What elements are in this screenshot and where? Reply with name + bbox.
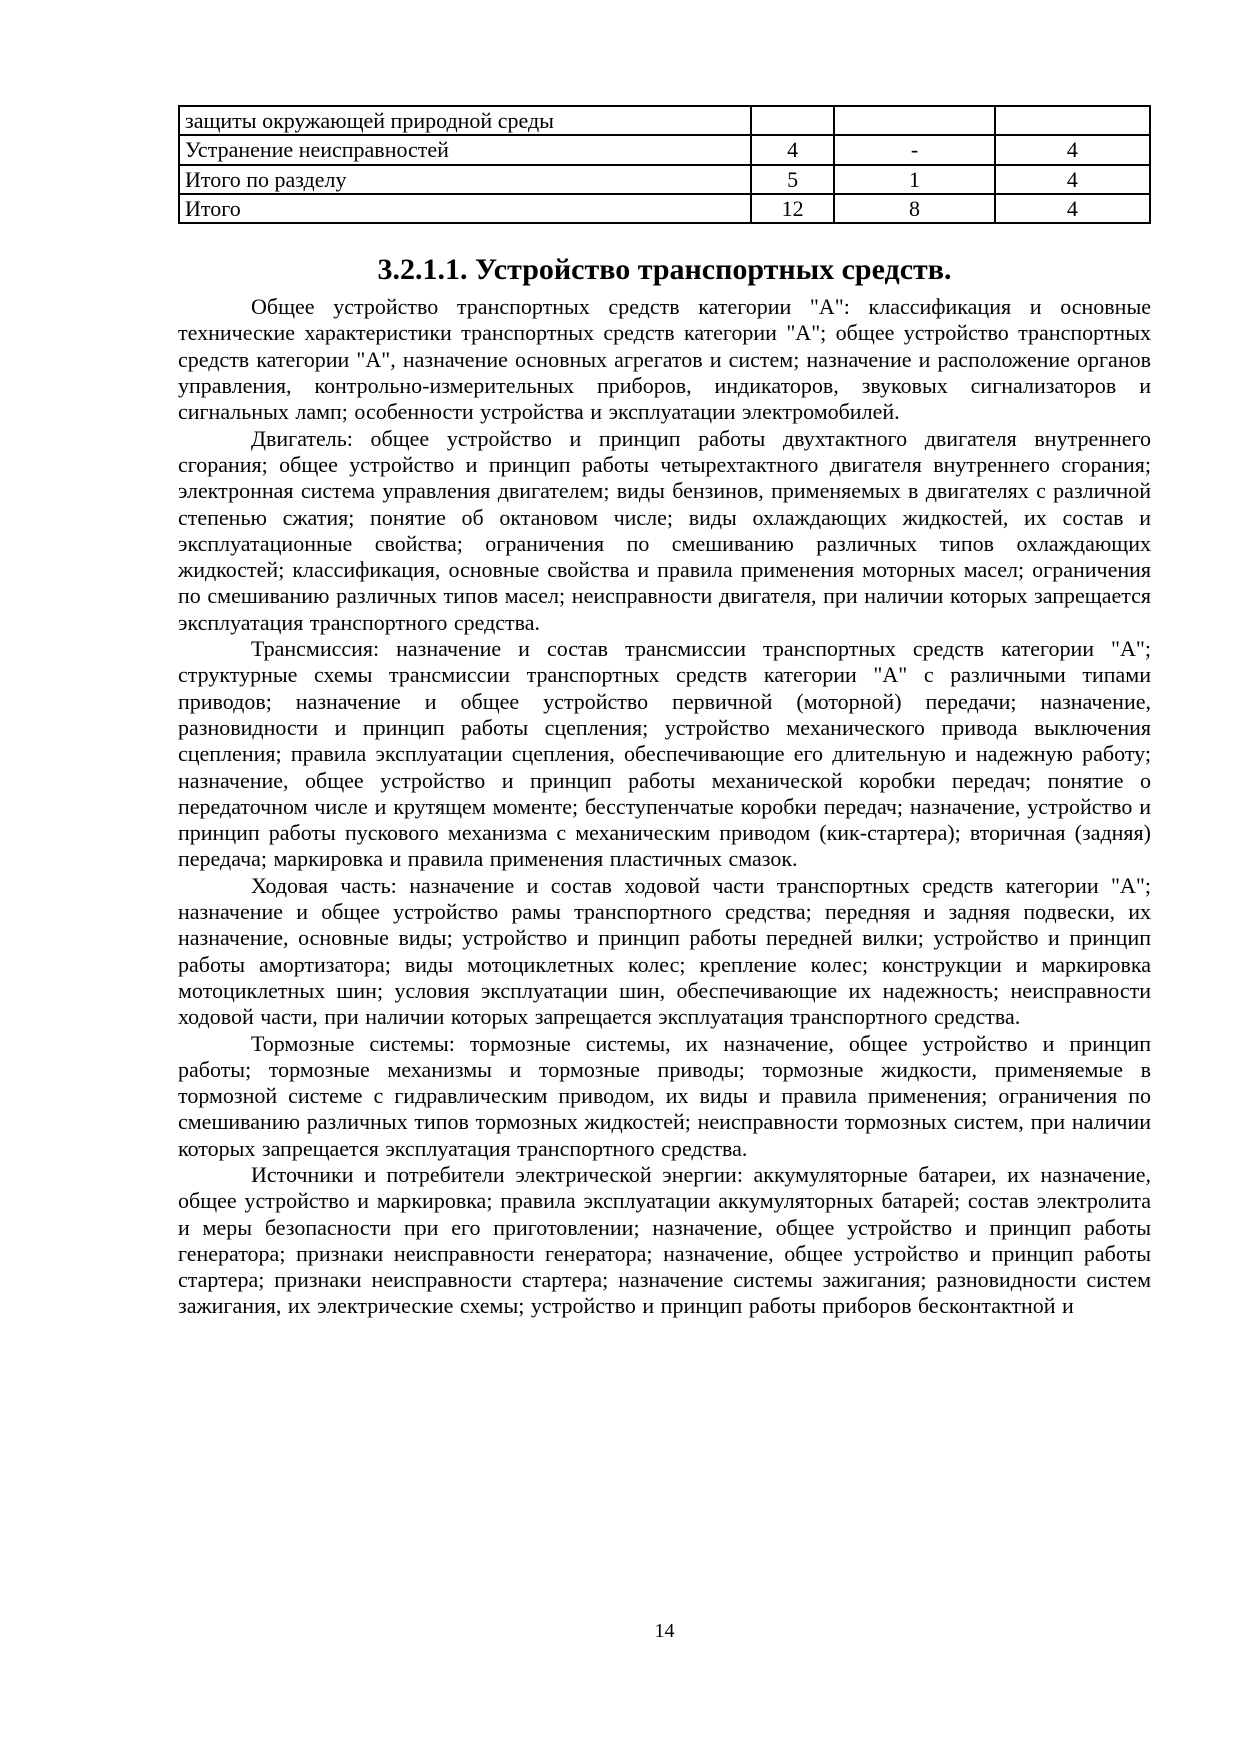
table-cell-total: 5 [751, 165, 835, 194]
paragraph-electrical: Источники и потребители электрической энергии: аккумуляторные батареи, их назначение, общее устройство и маркировка; правила эксплуатации аккумуляторных батарей; состав электролита и меры безопасности при его приготовлении; назначение, общее устройство и принцип работы генератора; признаки неисправности генератора; назначение, общее устройство и принцип работы стартера; признаки неисправности стартера; назначение системы зажигания; разновидности систем зажигания, их электрические схемы; устройство и принцип работы приборов бесконтактной и [178, 1161, 1151, 1319]
table-cell-total [751, 106, 835, 135]
paragraph-general-layout: Общее устройство транспортных средств категории "А": классификация и основные технические характеристики транспортных средств категории "А"; общее устройство транспортных средств категории "А", назначение основных агрегатов и систем; назначение и расположение органов управления, контрольно-измерительных приборов, индикаторов, звуковых сигнализаторов и сигнальных ламп; особенности устройства и эксплуатации электромобилей. [178, 294, 1151, 425]
table-cell-theory: - [834, 135, 994, 164]
hours-summary-table [178, 105, 1151, 224]
table-cell-total: 4 [751, 135, 835, 164]
table-row [179, 106, 1150, 135]
paragraph-engine: Двигатель: общее устройство и принцип работы двухтактного двигателя внутреннего сгорания; общее устройство и принцип работы четырехтактного двигателя внутреннего сгорания; электронная система управления двигателем; виды бензинов, применяемых в двигателях с различной степенью сжатия; понятие об октановом числе; виды охлаждающих жидкостей, их состав и эксплуатационные свойства; ограничения по смешиванию различных типов охлаждающих жидкостей; классификация, основные свойства и правила применения моторных масел; ограничения по смешиванию различных типов масел; неисправности двигателя, при наличии которых запрещается эксплуатация транспортного средства. [178, 425, 1151, 635]
table-row [179, 194, 1150, 223]
section-heading: 3.2.1.1. Устройство транспортных средств. [377, 253, 952, 287]
table-cell-practice: 4 [995, 165, 1150, 194]
table-cell-practice [995, 106, 1150, 135]
paragraph-transmission: Трансмиссия: назначение и состав трансмиссии транспортных средств категории "А"; структурные схемы трансмиссии транспортных средств категории "А" с различными типами приводов; назначение и общее устройство первичной (моторной) передачи; назначение, разновидности и принцип работы сцепления; устройство механического привода выключения сцепления; правила эксплуатации сцепления, обеспечивающие его длительную и надежную работу; назначение, общее устройство и принцип работы механической коробки передач; понятие о передаточном числе и крутящем моменте; бесступенчатые коробки передач; назначение, устройство и принцип работы пускового механизма с механическим приводом (кик-стартера); вторичная (задняя) передача; маркировка и правила применения пластичных смазок. [178, 636, 1151, 872]
section-body [178, 294, 1151, 1320]
table-cell-theory [834, 106, 994, 135]
table-cell-topic: Устранение неисправностей [179, 135, 751, 164]
table-row [179, 165, 1150, 194]
paragraph-brakes: Тормозные системы: тормозные системы, их назначение, общее устройство и принцип работы; тормозные механизмы и тормозные приводы; тормозные жидкости, применяемые в тормозной системе с гидравлическим приводом, их виды и правила применения; ограничения по смешиванию различных типов тормозных жидкостей; неисправности тормозных систем, при наличии которых запрещается эксплуатация транспортного средства. [178, 1030, 1151, 1161]
table-cell-theory: 8 [834, 194, 994, 223]
table-cell-topic: Итого [179, 194, 751, 223]
paragraph-chassis: Ходовая часть: назначение и состав ходовой части транспортных средств категории "А"; назначение и общее устройство рамы транспортного средства; передняя и задняя подвески, их назначение, основные виды; устройство и принцип работы передней вилки; устройство и принцип работы амортизатора; виды мотоциклетных колес; крепление колес; конструкции и маркировка мотоциклетных шин; условия эксплуатации шин, обеспечивающие их надежность; неисправности ходовой части, при наличии которых запрещается эксплуатация транспортного средства. [178, 872, 1151, 1030]
table-cell-theory: 1 [834, 165, 994, 194]
table-cell-topic: Итого по разделу [179, 165, 751, 194]
page-number: 14 [654, 1620, 675, 1642]
table-row [179, 135, 1150, 164]
table-cell-topic: защиты окружающей природной среды [179, 106, 751, 135]
table-cell-total: 12 [751, 194, 835, 223]
table-cell-practice: 4 [995, 135, 1150, 164]
table-cell-practice: 4 [995, 194, 1150, 223]
